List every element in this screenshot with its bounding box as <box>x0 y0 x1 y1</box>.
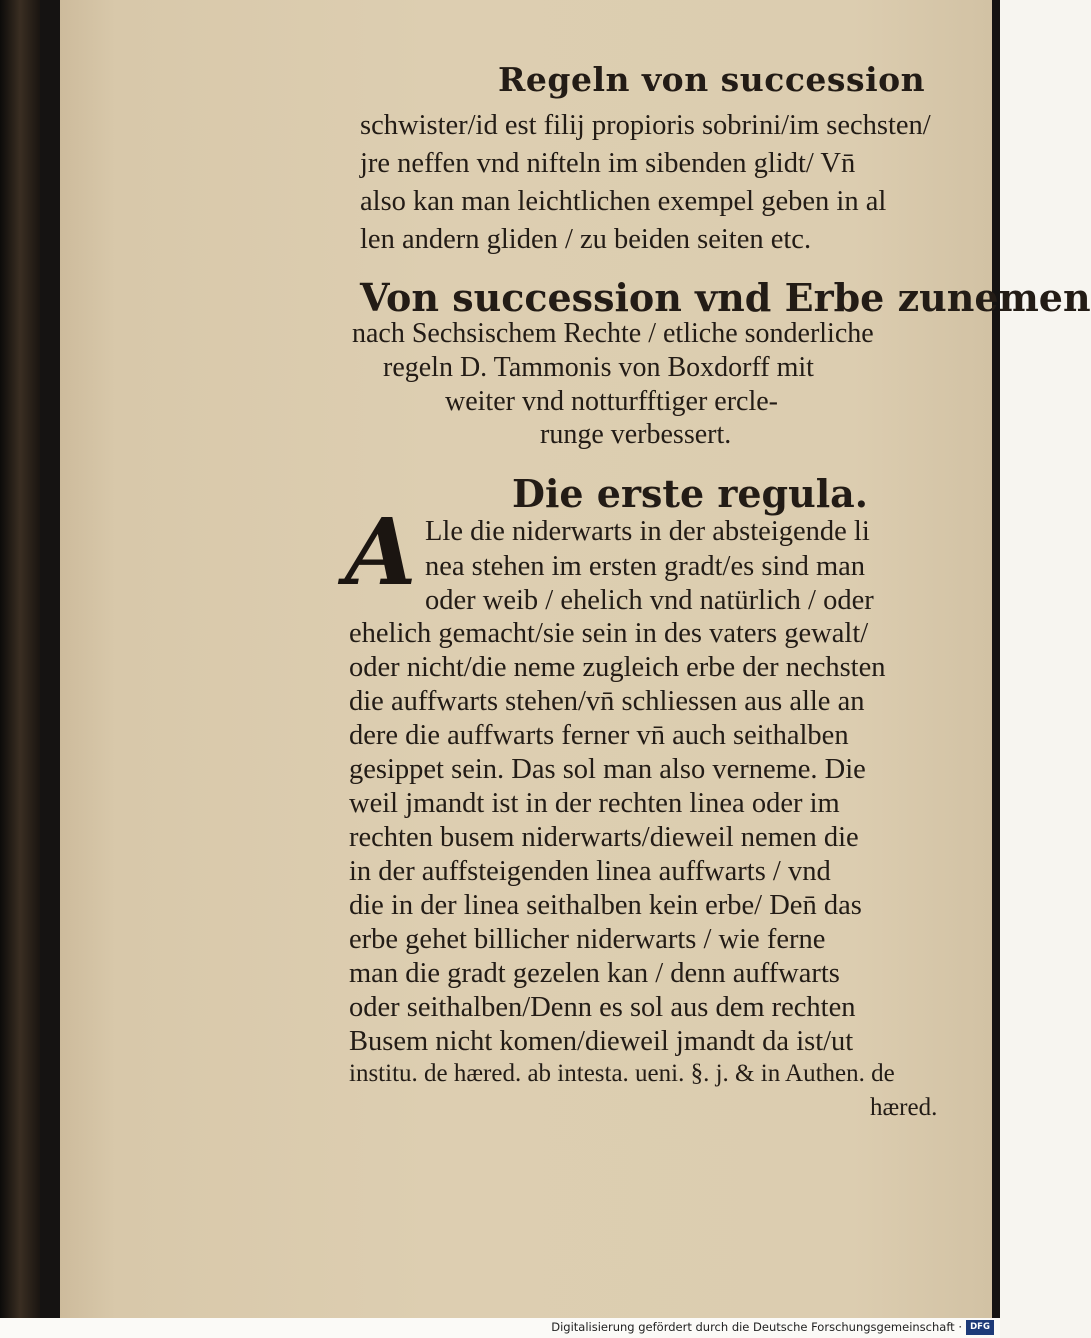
rule-line-16: Busem nicht komen/dieweil jmandt da ist/ut <box>349 1026 854 1057</box>
section-title: Von succession vnd Erbe zunemen <box>360 275 1091 320</box>
footer-credit: Digitalisierung gefördert durch die Deutsche Forschungsgemeinschaft · <box>551 1320 962 1334</box>
rule-line-15: oder seithalben/Denn es sol aus dem rechten <box>349 992 856 1023</box>
rule-line-18: hæred. <box>870 1094 938 1121</box>
rule-line-2: nea stehen im ersten gradt/es sind man <box>425 551 866 582</box>
subtitle-line-2: regeln D. Tammonis von Boxdorff mit <box>383 352 814 383</box>
book-spine <box>0 0 40 1318</box>
rule-line-13: erbe gehet billicher niderwarts / wie ferne <box>349 924 826 955</box>
rule-line-8: gesippet sein. Das sol man also verneme. Die <box>349 754 866 785</box>
rule-line-11: in der auffsteigenden linea auffwarts / vnd <box>349 856 831 887</box>
rule-heading: Die erste regula. <box>512 471 869 516</box>
subtitle-line-4: runge verbessert. <box>540 419 732 450</box>
subtitle-line-1: nach Sechsischem Rechte / etliche sonderliche <box>352 318 874 349</box>
rule-line-1: Lle die niderwarts in der absteigende li <box>425 516 870 547</box>
subtitle-line-3: weiter vnd notturfftiger ercle- <box>445 386 779 417</box>
rule-line-10: rechten busem niderwarts/dieweil nemen die <box>349 822 859 853</box>
rule-line-6: die auffwarts stehen/vn̄ schliessen aus alle an <box>349 686 865 717</box>
rule-line-17: institu. de hæred. ab intesta. ueni. §. j. & in Authen. de <box>349 1060 895 1087</box>
rule-line-12: die in der linea seithalben kein erbe/ Den̄ das <box>349 890 862 921</box>
rule-line-14: man die gradt gezelen kan / denn auffwarts <box>349 958 840 989</box>
rule-line-9: weil jmandt ist in der rechten linea oder im <box>349 788 840 819</box>
drop-cap-initial: A <box>345 498 417 606</box>
rule-line-4: ehelich gemacht/sie sein in des vaters gewalt/ <box>349 618 869 649</box>
intro-line-2: jre neffen vnd nifteln im sibenden glidt/ Vn̄ <box>360 148 856 179</box>
running-head: Regeln von succession <box>498 60 926 99</box>
rule-line-7: dere die auffwarts ferner vn̄ auch seithalben <box>349 720 849 751</box>
intro-line-1: schwister/id est filij propioris sobrini/im sechsten/ <box>360 110 931 141</box>
rule-line-5: oder nicht/die neme zugleich erbe der nechsten <box>349 652 886 683</box>
rule-line-3: oder weib / ehelich vnd natürlich / oder <box>425 585 874 616</box>
dfg-logo: DFG <box>966 1320 994 1335</box>
intro-line-3: also kan man leichtlichen exempel geben in al <box>360 186 887 217</box>
intro-line-4: len andern gliden / zu beiden seiten etc. <box>360 224 812 255</box>
footer-bar <box>0 1318 1000 1338</box>
